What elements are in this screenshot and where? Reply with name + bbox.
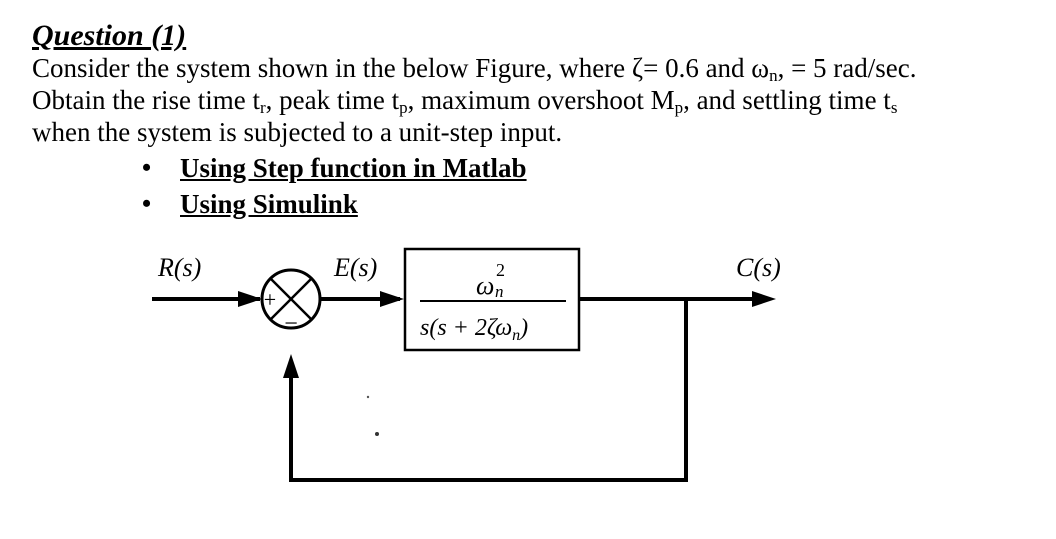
question-line-3: when the system is subjected to a unit-step input.	[32, 117, 563, 147]
input-arrowhead	[238, 291, 262, 307]
error-label: E(s)	[334, 253, 378, 282]
denominator-main	[420, 315, 528, 344]
peak-time-subscript: p	[399, 98, 408, 117]
omega-n-subscript: n	[769, 66, 778, 85]
output-label: C(s)	[736, 253, 781, 282]
method-label-matlab: Using Step function in Matlab	[180, 153, 527, 183]
line2-part-a: Obtain the rise time t	[32, 85, 260, 115]
overshoot-subscript: p	[674, 98, 684, 117]
line1-part-a: Consider the system shown in the below Figure, where ζ= 0.6 and ω	[32, 53, 770, 83]
minus-sign: −	[284, 311, 298, 337]
line2-part-c: , maximum overshoot M	[407, 85, 675, 115]
numerator-subscript: n	[495, 282, 504, 301]
error-arrowhead	[380, 291, 404, 307]
plus-sign: +	[263, 287, 277, 312]
scan-speck	[375, 432, 379, 436]
output-arrowhead	[752, 291, 776, 307]
question-title: Question (1)	[32, 19, 187, 52]
denominator-part-b: )	[520, 315, 529, 341]
rise-time-subscript: r	[259, 98, 266, 117]
line2-part-d: , and settling time t	[683, 85, 891, 115]
bullet-icon: •	[142, 153, 152, 182]
line2-part-b: , peak time t	[265, 85, 400, 115]
denominator-part-a: s(s + 2ζω	[420, 315, 513, 341]
denominator-subscript: n	[512, 327, 521, 344]
numerator-base: ω	[476, 271, 495, 300]
bullet-icon: •	[142, 189, 152, 218]
method-label-simulink: Using Simulink	[180, 189, 358, 219]
input-label: R(s)	[158, 253, 202, 282]
numerator-omega	[476, 271, 494, 300]
numerator-superscript: 2	[496, 260, 505, 280]
line1-part-b: , = 5 rad/sec.	[777, 53, 917, 83]
settling-time-subscript: s	[890, 98, 898, 117]
scan-speck	[367, 396, 369, 398]
feedback-arrowhead	[283, 354, 299, 378]
